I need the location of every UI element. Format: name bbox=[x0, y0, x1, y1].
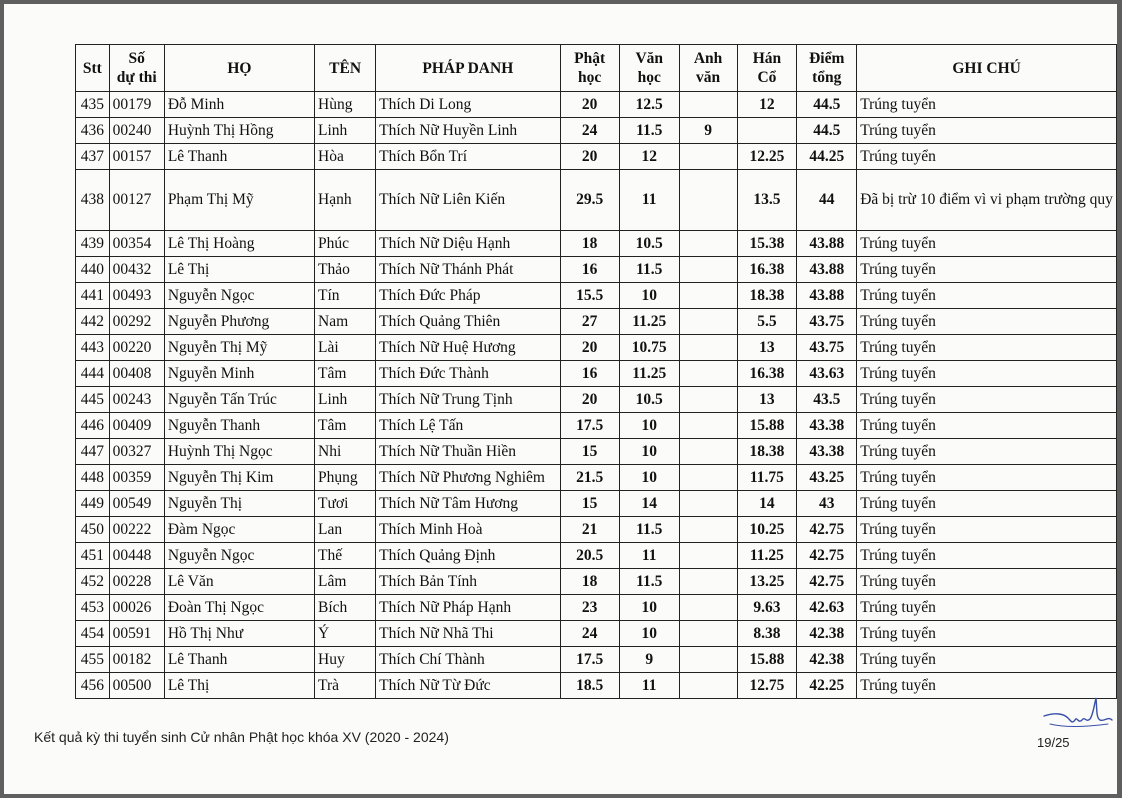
table-row bbox=[76, 309, 1117, 335]
cell-phat-hoc: 15 bbox=[560, 439, 619, 465]
cell-ho: Nguyễn Thị Mỹ bbox=[164, 335, 314, 361]
cell-phap-danh: Thích Bổn Trí bbox=[376, 144, 560, 170]
cell-ho: Lê Thị Hoàng bbox=[164, 231, 314, 257]
cell-ghi-chu: Đã bị trừ 10 điểm vì vi phạm trường quy bbox=[857, 170, 1117, 231]
cell-so-du-thi: 00157 bbox=[109, 144, 164, 170]
cell-stt: 441 bbox=[76, 283, 110, 309]
cell-stt: 453 bbox=[76, 595, 110, 621]
cell-stt: 435 bbox=[76, 92, 110, 118]
table-row bbox=[76, 144, 1117, 170]
cell-van-hoc: 10 bbox=[619, 439, 679, 465]
cell-ghi-chu: Trúng tuyển bbox=[857, 465, 1117, 491]
document-page bbox=[4, 4, 1117, 794]
cell-ghi-chu: Trúng tuyển bbox=[857, 92, 1117, 118]
cell-ten: Huy bbox=[315, 647, 376, 673]
cell-van-hoc: 12 bbox=[619, 144, 679, 170]
cell-phat-hoc: 20 bbox=[560, 387, 619, 413]
cell-van-hoc: 11 bbox=[619, 543, 679, 569]
cell-anh-van bbox=[679, 283, 737, 309]
cell-van-hoc: 10 bbox=[619, 595, 679, 621]
table-row bbox=[76, 465, 1117, 491]
cell-stt: 448 bbox=[76, 465, 110, 491]
cell-phat-hoc: 29.5 bbox=[560, 170, 619, 231]
cell-van-hoc: 11.25 bbox=[619, 361, 679, 387]
table-row bbox=[76, 569, 1117, 595]
cell-han-co: 15.38 bbox=[737, 231, 797, 257]
cell-stt: 455 bbox=[76, 647, 110, 673]
cell-anh-van bbox=[679, 569, 737, 595]
cell-phap-danh: Thích Nữ Thánh Phát bbox=[376, 257, 560, 283]
table-row bbox=[76, 595, 1117, 621]
table-row bbox=[76, 170, 1117, 231]
cell-diem-tong: 44.5 bbox=[797, 92, 857, 118]
table-row bbox=[76, 673, 1117, 699]
cell-diem-tong: 43.25 bbox=[797, 465, 857, 491]
cell-han-co: 15.88 bbox=[737, 647, 797, 673]
cell-phap-danh: Thích Minh Hoà bbox=[376, 517, 560, 543]
table-row bbox=[76, 335, 1117, 361]
table-header bbox=[76, 45, 1117, 92]
cell-han-co: 16.38 bbox=[737, 361, 797, 387]
cell-anh-van bbox=[679, 387, 737, 413]
cell-diem-tong: 43.38 bbox=[797, 439, 857, 465]
cell-han-co: 12.25 bbox=[737, 144, 797, 170]
cell-stt: 437 bbox=[76, 144, 110, 170]
cell-ten: Thế bbox=[315, 543, 376, 569]
cell-anh-van bbox=[679, 231, 737, 257]
cell-so-du-thi: 00243 bbox=[109, 387, 164, 413]
cell-ghi-chu: Trúng tuyển bbox=[857, 335, 1117, 361]
cell-diem-tong: 42.75 bbox=[797, 543, 857, 569]
cell-ghi-chu: Trúng tuyển bbox=[857, 647, 1117, 673]
cell-phat-hoc: 21.5 bbox=[560, 465, 619, 491]
cell-stt: 447 bbox=[76, 439, 110, 465]
cell-phap-danh: Thích Di Long bbox=[376, 92, 560, 118]
cell-han-co: 12 bbox=[737, 92, 797, 118]
cell-ten: Tâm bbox=[315, 413, 376, 439]
cell-anh-van bbox=[679, 144, 737, 170]
cell-han-co bbox=[737, 118, 797, 144]
cell-van-hoc: 11.5 bbox=[619, 517, 679, 543]
cell-ghi-chu: Trúng tuyển bbox=[857, 144, 1117, 170]
cell-phap-danh: Thích Nữ Thuần Hiền bbox=[376, 439, 560, 465]
cell-anh-van bbox=[679, 543, 737, 569]
cell-ho: Đàm Ngọc bbox=[164, 517, 314, 543]
cell-ho: Nguyễn Minh bbox=[164, 361, 314, 387]
cell-so-du-thi: 00222 bbox=[109, 517, 164, 543]
cell-so-du-thi: 00432 bbox=[109, 257, 164, 283]
cell-phap-danh: Thích Nữ Phương Nghiêm bbox=[376, 465, 560, 491]
cell-van-hoc: 11 bbox=[619, 673, 679, 699]
cell-han-co: 8.38 bbox=[737, 621, 797, 647]
cell-phat-hoc: 24 bbox=[560, 118, 619, 144]
header-anh-van: Anh văn bbox=[679, 45, 737, 92]
cell-so-du-thi: 00240 bbox=[109, 118, 164, 144]
cell-ho: Đoàn Thị Ngọc bbox=[164, 595, 314, 621]
cell-so-du-thi: 00359 bbox=[109, 465, 164, 491]
cell-ho: Nguyễn Thị bbox=[164, 491, 314, 517]
cell-anh-van bbox=[679, 335, 737, 361]
cell-anh-van bbox=[679, 92, 737, 118]
cell-diem-tong: 42.38 bbox=[797, 647, 857, 673]
cell-ghi-chu: Trúng tuyển bbox=[857, 621, 1117, 647]
table-row bbox=[76, 621, 1117, 647]
page-number: 19/25 bbox=[1037, 735, 1070, 750]
cell-ho: Lê Thanh bbox=[164, 144, 314, 170]
cell-van-hoc: 11.5 bbox=[619, 257, 679, 283]
cell-ghi-chu: Trúng tuyển bbox=[857, 231, 1117, 257]
cell-ghi-chu: Trúng tuyển bbox=[857, 543, 1117, 569]
cell-van-hoc: 14 bbox=[619, 491, 679, 517]
cell-han-co: 9.63 bbox=[737, 595, 797, 621]
footer-caption: Kết quả kỳ thi tuyển sinh Cử nhân Phật học khóa XV (2020 - 2024) bbox=[34, 729, 449, 745]
cell-stt: 454 bbox=[76, 621, 110, 647]
cell-ho: Đỗ Minh bbox=[164, 92, 314, 118]
cell-phap-danh: Thích Nữ Diệu Hạnh bbox=[376, 231, 560, 257]
cell-han-co: 13.25 bbox=[737, 569, 797, 595]
table-row bbox=[76, 439, 1117, 465]
cell-ho: Lê Thị bbox=[164, 257, 314, 283]
cell-stt: 450 bbox=[76, 517, 110, 543]
cell-han-co: 13 bbox=[737, 335, 797, 361]
cell-phat-hoc: 18.5 bbox=[560, 673, 619, 699]
cell-van-hoc: 10 bbox=[619, 465, 679, 491]
cell-diem-tong: 43.75 bbox=[797, 335, 857, 361]
cell-ho: Huỳnh Thị Hồng bbox=[164, 118, 314, 144]
cell-phap-danh: Thích Bản Tính bbox=[376, 569, 560, 595]
table-row bbox=[76, 283, 1117, 309]
cell-so-du-thi: 00026 bbox=[109, 595, 164, 621]
cell-van-hoc: 11.5 bbox=[619, 569, 679, 595]
cell-phap-danh: Thích Nữ Pháp Hạnh bbox=[376, 595, 560, 621]
cell-han-co: 18.38 bbox=[737, 283, 797, 309]
table-row bbox=[76, 361, 1117, 387]
cell-ten: Lài bbox=[315, 335, 376, 361]
cell-ho: Nguyễn Ngọc bbox=[164, 543, 314, 569]
cell-ho: Nguyễn Ngọc bbox=[164, 283, 314, 309]
cell-so-du-thi: 00493 bbox=[109, 283, 164, 309]
cell-phap-danh: Thích Nữ Từ Đức bbox=[376, 673, 560, 699]
cell-phap-danh: Thích Nữ Nhã Thi bbox=[376, 621, 560, 647]
cell-phat-hoc: 20 bbox=[560, 92, 619, 118]
cell-diem-tong: 43.63 bbox=[797, 361, 857, 387]
cell-ten: Lâm bbox=[315, 569, 376, 595]
cell-ten: Ý bbox=[315, 621, 376, 647]
cell-ten: Nam bbox=[315, 309, 376, 335]
cell-han-co: 12.75 bbox=[737, 673, 797, 699]
cell-ten: Linh bbox=[315, 387, 376, 413]
cell-ho: Nguyễn Phương bbox=[164, 309, 314, 335]
cell-diem-tong: 42.25 bbox=[797, 673, 857, 699]
cell-ghi-chu: Trúng tuyển bbox=[857, 439, 1117, 465]
cell-anh-van bbox=[679, 413, 737, 439]
cell-anh-van bbox=[679, 439, 737, 465]
cell-anh-van: 9 bbox=[679, 118, 737, 144]
table-row bbox=[76, 517, 1117, 543]
cell-phat-hoc: 18 bbox=[560, 231, 619, 257]
cell-ten: Linh bbox=[315, 118, 376, 144]
results-table bbox=[75, 44, 1117, 699]
cell-ghi-chu: Trúng tuyển bbox=[857, 361, 1117, 387]
cell-van-hoc: 11.5 bbox=[619, 118, 679, 144]
cell-stt: 452 bbox=[76, 569, 110, 595]
cell-van-hoc: 10 bbox=[619, 283, 679, 309]
cell-phap-danh: Thích Nữ Tâm Hương bbox=[376, 491, 560, 517]
table-row bbox=[76, 387, 1117, 413]
cell-han-co: 15.88 bbox=[737, 413, 797, 439]
cell-han-co: 13 bbox=[737, 387, 797, 413]
cell-diem-tong: 42.75 bbox=[797, 569, 857, 595]
cell-phat-hoc: 16 bbox=[560, 257, 619, 283]
table-row bbox=[76, 413, 1117, 439]
cell-so-du-thi: 00500 bbox=[109, 673, 164, 699]
cell-phat-hoc: 23 bbox=[560, 595, 619, 621]
cell-so-du-thi: 00179 bbox=[109, 92, 164, 118]
header-phat-hoc: Phật học bbox=[560, 45, 619, 92]
cell-stt: 446 bbox=[76, 413, 110, 439]
cell-so-du-thi: 00228 bbox=[109, 569, 164, 595]
cell-phap-danh: Thích Nữ Huệ Hương bbox=[376, 335, 560, 361]
cell-ghi-chu: Trúng tuyển bbox=[857, 309, 1117, 335]
cell-anh-van bbox=[679, 517, 737, 543]
cell-van-hoc: 12.5 bbox=[619, 92, 679, 118]
cell-diem-tong: 44.5 bbox=[797, 118, 857, 144]
cell-ten: Hạnh bbox=[315, 170, 376, 231]
cell-phat-hoc: 15 bbox=[560, 491, 619, 517]
cell-han-co: 13.5 bbox=[737, 170, 797, 231]
cell-ghi-chu: Trúng tuyển bbox=[857, 257, 1117, 283]
cell-stt: 438 bbox=[76, 170, 110, 231]
cell-ten: Trà bbox=[315, 673, 376, 699]
cell-so-du-thi: 00448 bbox=[109, 543, 164, 569]
cell-stt: 456 bbox=[76, 673, 110, 699]
cell-diem-tong: 43 bbox=[797, 491, 857, 517]
cell-anh-van bbox=[679, 170, 737, 231]
table-row bbox=[76, 543, 1117, 569]
cell-phap-danh: Thích Nữ Trung Tịnh bbox=[376, 387, 560, 413]
cell-ghi-chu: Trúng tuyển bbox=[857, 517, 1117, 543]
cell-diem-tong: 42.63 bbox=[797, 595, 857, 621]
cell-ten: Thảo bbox=[315, 257, 376, 283]
cell-ho: Huỳnh Thị Ngọc bbox=[164, 439, 314, 465]
cell-ho: Lê Thị bbox=[164, 673, 314, 699]
cell-so-du-thi: 00182 bbox=[109, 647, 164, 673]
cell-van-hoc: 11 bbox=[619, 170, 679, 231]
cell-ten: Tươi bbox=[315, 491, 376, 517]
cell-han-co: 16.38 bbox=[737, 257, 797, 283]
cell-ten: Tín bbox=[315, 283, 376, 309]
cell-phap-danh: Thích Đức Thành bbox=[376, 361, 560, 387]
cell-van-hoc: 11.25 bbox=[619, 309, 679, 335]
cell-ten: Hùng bbox=[315, 92, 376, 118]
cell-phap-danh: Thích Nữ Huyền Linh bbox=[376, 118, 560, 144]
cell-phap-danh: Thích Chí Thành bbox=[376, 647, 560, 673]
header-han-co: Hán Cổ bbox=[737, 45, 797, 92]
cell-han-co: 10.25 bbox=[737, 517, 797, 543]
cell-ten: Phúc bbox=[315, 231, 376, 257]
cell-ho: Nguyễn Tấn Trúc bbox=[164, 387, 314, 413]
cell-diem-tong: 43.88 bbox=[797, 257, 857, 283]
cell-ghi-chu: Trúng tuyển bbox=[857, 283, 1117, 309]
cell-diem-tong: 43.38 bbox=[797, 413, 857, 439]
cell-anh-van bbox=[679, 309, 737, 335]
header-diem-tong: Điểm tổng bbox=[797, 45, 857, 92]
cell-stt: 440 bbox=[76, 257, 110, 283]
cell-van-hoc: 10.5 bbox=[619, 231, 679, 257]
cell-ten: Phụng bbox=[315, 465, 376, 491]
cell-so-du-thi: 00220 bbox=[109, 335, 164, 361]
table-row bbox=[76, 92, 1117, 118]
cell-han-co: 14 bbox=[737, 491, 797, 517]
cell-phat-hoc: 24 bbox=[560, 621, 619, 647]
cell-so-du-thi: 00409 bbox=[109, 413, 164, 439]
cell-ten: Bích bbox=[315, 595, 376, 621]
cell-anh-van bbox=[679, 257, 737, 283]
cell-phap-danh: Thích Quảng Thiên bbox=[376, 309, 560, 335]
cell-han-co: 5.5 bbox=[737, 309, 797, 335]
cell-ghi-chu: Trúng tuyển bbox=[857, 118, 1117, 144]
cell-ho: Nguyễn Thị Kim bbox=[164, 465, 314, 491]
cell-ho: Nguyễn Thanh bbox=[164, 413, 314, 439]
cell-so-du-thi: 00549 bbox=[109, 491, 164, 517]
signature-image bbox=[1042, 694, 1114, 734]
cell-phat-hoc: 20 bbox=[560, 335, 619, 361]
cell-phat-hoc: 20 bbox=[560, 144, 619, 170]
cell-so-du-thi: 00327 bbox=[109, 439, 164, 465]
cell-diem-tong: 43.5 bbox=[797, 387, 857, 413]
cell-stt: 449 bbox=[76, 491, 110, 517]
cell-ghi-chu: Trúng tuyển bbox=[857, 491, 1117, 517]
cell-ten: Nhi bbox=[315, 439, 376, 465]
cell-anh-van bbox=[679, 465, 737, 491]
cell-van-hoc: 10 bbox=[619, 413, 679, 439]
cell-phat-hoc: 16 bbox=[560, 361, 619, 387]
cell-phat-hoc: 20.5 bbox=[560, 543, 619, 569]
cell-phat-hoc: 18 bbox=[560, 569, 619, 595]
cell-anh-van bbox=[679, 491, 737, 517]
cell-so-du-thi: 00292 bbox=[109, 309, 164, 335]
cell-diem-tong: 44.25 bbox=[797, 144, 857, 170]
cell-diem-tong: 42.75 bbox=[797, 517, 857, 543]
header-ghi-chu: GHI CHÚ bbox=[857, 45, 1117, 92]
cell-van-hoc: 10.5 bbox=[619, 387, 679, 413]
cell-stt: 442 bbox=[76, 309, 110, 335]
cell-ghi-chu: Trúng tuyển bbox=[857, 413, 1117, 439]
header-so-du-thi: Số dự thi bbox=[109, 45, 164, 92]
cell-phat-hoc: 17.5 bbox=[560, 413, 619, 439]
cell-van-hoc: 10.75 bbox=[619, 335, 679, 361]
cell-stt: 444 bbox=[76, 361, 110, 387]
table-row bbox=[76, 647, 1117, 673]
cell-stt: 445 bbox=[76, 387, 110, 413]
cell-van-hoc: 10 bbox=[619, 621, 679, 647]
cell-diem-tong: 42.38 bbox=[797, 621, 857, 647]
cell-so-du-thi: 00127 bbox=[109, 170, 164, 231]
cell-so-du-thi: 00408 bbox=[109, 361, 164, 387]
header-ten: TÊN bbox=[315, 45, 376, 92]
table-row bbox=[76, 491, 1117, 517]
cell-so-du-thi: 00354 bbox=[109, 231, 164, 257]
cell-anh-van bbox=[679, 621, 737, 647]
cell-anh-van bbox=[679, 361, 737, 387]
cell-stt: 439 bbox=[76, 231, 110, 257]
table-body bbox=[76, 92, 1117, 699]
cell-ten: Lan bbox=[315, 517, 376, 543]
cell-diem-tong: 43.88 bbox=[797, 283, 857, 309]
cell-ghi-chu: Trúng tuyển bbox=[857, 595, 1117, 621]
cell-han-co: 11.75 bbox=[737, 465, 797, 491]
cell-phat-hoc: 17.5 bbox=[560, 647, 619, 673]
header-stt: Stt bbox=[76, 45, 110, 92]
cell-ghi-chu: Trúng tuyển bbox=[857, 673, 1117, 699]
cell-phap-danh: Thích Đức Pháp bbox=[376, 283, 560, 309]
cell-diem-tong: 44 bbox=[797, 170, 857, 231]
cell-stt: 436 bbox=[76, 118, 110, 144]
cell-so-du-thi: 00591 bbox=[109, 621, 164, 647]
cell-ho: Hồ Thị Như bbox=[164, 621, 314, 647]
cell-phat-hoc: 21 bbox=[560, 517, 619, 543]
table-row bbox=[76, 257, 1117, 283]
cell-phap-danh: Thích Nữ Liên Kiến bbox=[376, 170, 560, 231]
cell-stt: 451 bbox=[76, 543, 110, 569]
cell-ho: Phạm Thị Mỹ bbox=[164, 170, 314, 231]
cell-ten: Tâm bbox=[315, 361, 376, 387]
table-row bbox=[76, 231, 1117, 257]
header-ho: HỌ bbox=[164, 45, 314, 92]
cell-phat-hoc: 27 bbox=[560, 309, 619, 335]
cell-ten: Hòa bbox=[315, 144, 376, 170]
cell-anh-van bbox=[679, 673, 737, 699]
cell-phap-danh: Thích Quảng Định bbox=[376, 543, 560, 569]
cell-han-co: 18.38 bbox=[737, 439, 797, 465]
cell-van-hoc: 9 bbox=[619, 647, 679, 673]
cell-diem-tong: 43.88 bbox=[797, 231, 857, 257]
cell-ho: Lê Thanh bbox=[164, 647, 314, 673]
cell-anh-van bbox=[679, 647, 737, 673]
cell-ghi-chu: Trúng tuyển bbox=[857, 569, 1117, 595]
cell-diem-tong: 43.75 bbox=[797, 309, 857, 335]
cell-ho: Lê Văn bbox=[164, 569, 314, 595]
cell-anh-van bbox=[679, 595, 737, 621]
cell-phap-danh: Thích Lệ Tấn bbox=[376, 413, 560, 439]
table-row bbox=[76, 118, 1117, 144]
header-phap-danh: PHÁP DANH bbox=[376, 45, 560, 92]
cell-han-co: 11.25 bbox=[737, 543, 797, 569]
header-van-hoc: Văn học bbox=[619, 45, 679, 92]
cell-ghi-chu: Trúng tuyển bbox=[857, 387, 1117, 413]
cell-stt: 443 bbox=[76, 335, 110, 361]
cell-phat-hoc: 15.5 bbox=[560, 283, 619, 309]
